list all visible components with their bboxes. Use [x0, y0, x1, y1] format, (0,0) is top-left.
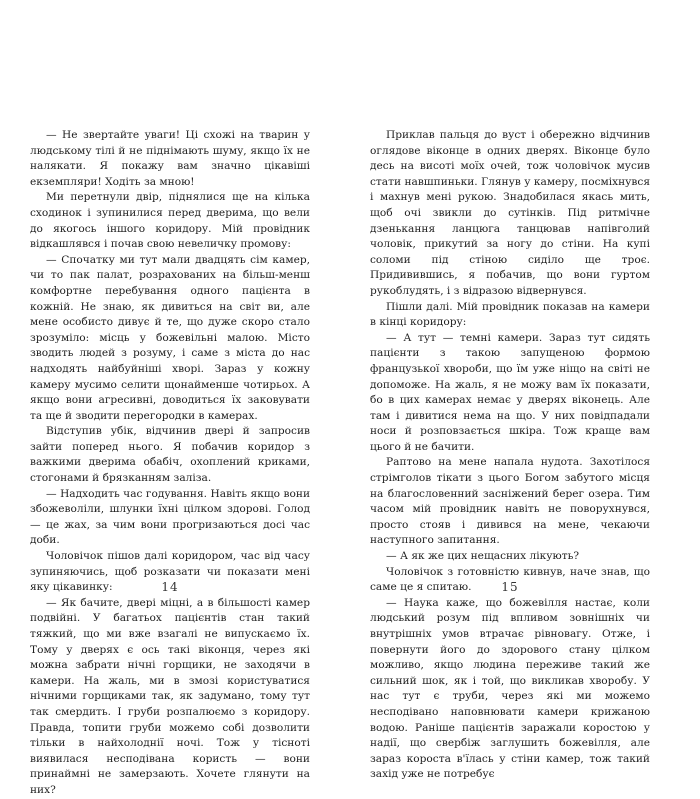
right-paragraph-7: — Наука каже, що божевілля настає, коли людський розум під впливом зовнішніх чи внутрішніх умов втрачає рівновагу. Отже, і повернути його до здорового стану цілком можливо, якщо людина переживе такий же сильний шок, як і той, що викликав хворобу. У нас тут є труби, через які ми можемо несподівано наповнювати камери крижаною водою. Раніше пацієнтів заражали коростою у надії, що свербіж заглушить божевілля, але зараз короста в'їлась у стіни камер, тож такий захід уже не потребує [370, 596, 650, 781]
right-paragraph-6: Чоловічок з готовністю кивнув, наче знав, що саме це я спитаю. [370, 565, 650, 594]
left-paragraph-4: Відступив убік, відчинив двері й запросив зайти поперед нього. Я побачив коридор з важкими дверима обабіч, охоплений криками, стогонами й брязканням заліза. [30, 425, 310, 485]
left-paragraph-5: — Надходить час годування. Навіть якщо вони збожеволіли, шлунки їхні цілком здорові. Голод — це жах, за чим вони прогризаються досі час доби. [30, 487, 310, 547]
left-paragraph-7: — Як бачите, двері міцні, а в більшості камер подвійні. У багатьох пацієнтів стан такий тяжкий, що ми вже взагалі не випускаємо їх. Тому у дверях є ось такі віконця, через які можна забрати нічні горщики, не заходячи в камери. На жаль, ми в змозі користуватися нічними горщиками так, як задумано, тому тут так смердить. І груби розпалюємо з коридору. Правда, топити груби можемо собі дозволити тільки в найхолоднії ночі. Тож у тісноті виявилася несподівана користь — вони принаймні не замерзають. Хочете глянути на них? [30, 596, 310, 796]
right-paragraph-1: Приклав пальця до вуст і обережно відчинив оглядове віконце в одних дверях. Віконце було десь на висоті моїх очей, тож чоловічок мусив стати навшпиньки. Глянув у камеру, посміхнувся і махнув мені рукою. Знадобилася якась мить, щоб очі звикли до сутінків. Під ритмічне дзенькання ланцюга танцював напівголий чоловік, прикутий за ногу до стіни. На купі соломи під стіною сиділо ще троє. Придивившись, я побачив, що вони гуртом рукоблудять, і з відразою відвернувся. [370, 129, 650, 297]
right-page [370, 128, 650, 783]
left-paragraph-1: — Не звертайте уваги! Ці схожі на тварин у людському тілі й не піднімають шуму, якщо їх не налякати. Я покажу вам значно цікавіші екземпляри! Ходіть за мною! [30, 129, 310, 188]
right-paragraph-5: — А як же цих нещасних лікують? [386, 550, 580, 563]
left-paragraph-2: Ми перетнули двір, піднялися ще на кілька сходинок і зупинилися перед дверима, що вели до якогось іншого коридору. Мій провідник відкашлявся і почав свою невеличку промову: [30, 191, 310, 251]
left-page-number: 14 [161, 580, 179, 594]
left-paragraph-3: — Спочатку ми тут мали двадцять сім камер, чи то пак палат, розрахованих на більш-менш комфортне перебування одного пацієнта в кожній. Не знаю, як дивиться на світ ви, але мене особисто дивує й те, що дуже скоро стало зрозуміло: місць у божевільні малою. Місто зводить людей з розуму, і саме з міста до нас надходять найбуйніші хворі. Зараз у кожну камеру мусимо селити щонайменше чотирьох. А якщо вони агресивні, доводиться їх заковувати та ще й зводити перегородки в камерах. [30, 253, 310, 422]
left-paragraph-6: Чоловічок пішов далі коридором, час від часу зупиняючись, щоб розказати чи показати мені яку цікавинку: [30, 550, 310, 594]
right-paragraph-2: Пішли далі. Мій провідник показав на камери в кінці коридору: [370, 300, 650, 329]
right-paragraph-3: — А тут — темні камери. Зараз тут сидять пацієнти з такою запущеною формою французької хвороби, що їм уже ніщо на світі не допоможе. На жаль, я не можу вам їх показати, бо в цих камерах немає у дверях віконець. Але там і дивитися нема на що. У них повідпадали носи й розповзається шкіра. Тож краще вам цього й не бачити. [370, 331, 650, 453]
right-page-number: 15 [501, 580, 519, 594]
right-paragraph-4: Раптово на мене напала нудота. Захотілося стрімголов тікати з цього Богом забутого місця на благословенний засніжений берег озера. Тим часом мій провідник навіть не поворухнувся, просто стояв і дивився на мене, чекаючи наступного запитання. [370, 456, 650, 547]
left-page [30, 128, 310, 799]
